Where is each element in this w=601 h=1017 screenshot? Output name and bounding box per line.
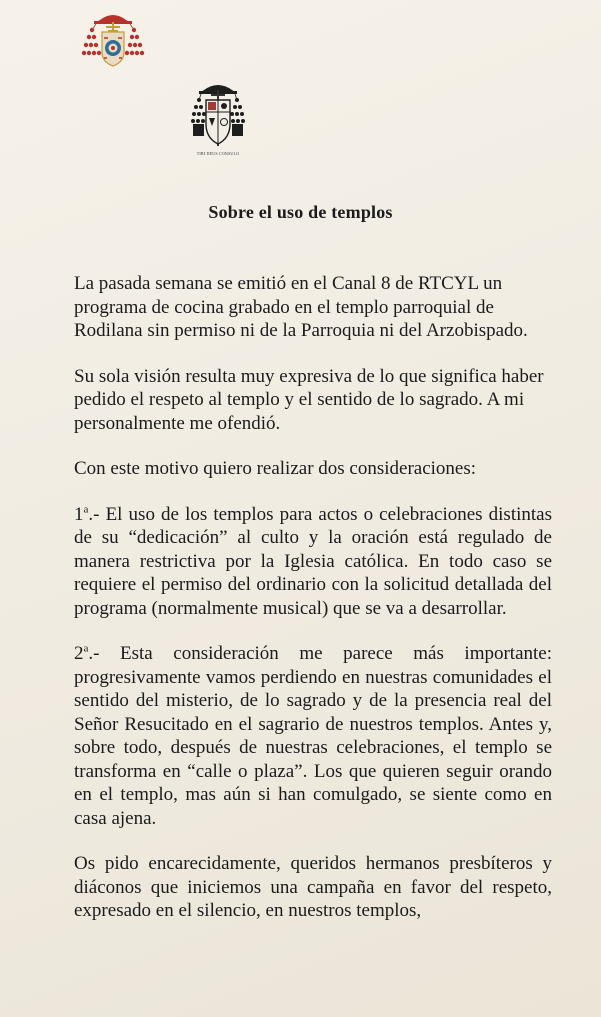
document-body (74, 272, 552, 945)
archbishop-coat-of-arms-icon (80, 10, 146, 72)
second-consideration-text: .- Esta consideración me parece más importante: progresivamente vamos perdiendo en nuestras comunidades el sentido del misterio, de lo sagrado y de la presencia real del Señor Resucitado en el sagrario de nuestros templos. Antes y, sobre todo, después de nuestras celebraciones, el templo se transforma en “calle o plaza”. Los que quieren seguir orando en el templo, mas aún si han comulgado, se siente como en casa ajena. (74, 643, 552, 829)
paragraph-considerations-intro: Con este motivo quiero realizar dos consideraciones: (74, 458, 477, 479)
bishop-seal-icon (190, 80, 246, 160)
first-consideration-text: .- El uso de los templos para actos o celebraciones distintas de su “dedicación” al culto y la oración está regulado de manera restrictiva por la Iglesia católica. En todo caso se requiere el permiso del ordinario con la solicitud detallada del programa (normalmente musical) que se va a desarrollar. (74, 503, 552, 619)
paragraph-second-consideration (74, 642, 552, 830)
seal-motto: TIBI DEUS CONSULO (196, 151, 240, 156)
second-consideration-number: 2 (74, 643, 84, 664)
paragraph-first-consideration (74, 503, 552, 621)
second-consideration-ordinal: a (83, 642, 89, 655)
paragraph-reaction: Su sola visión resulta muy expresiva de lo que significa haber pedido el respeto al templo y el sentido de lo sagrado. A mi personalmente me ofendió. (74, 365, 544, 434)
document-title: Sobre el uso de templos (208, 202, 393, 222)
paragraph-intro: La pasada semana se emitió en el Canal 8 de RTCYL un programa de cocina grabado en el templo parroquial de Rodilana sin permiso ni de la Parroquia ni del Arzobispado. (74, 273, 528, 341)
first-consideration-ordinal: a (83, 503, 89, 516)
paragraph-request: Os pido encarecidamente, queridos hermanos presbíteros y diáconos que iniciemos una campaña en favor del respeto, expresado en el silencio, en nuestros templos, (74, 853, 552, 921)
first-consideration-number: 1 (74, 503, 84, 525)
